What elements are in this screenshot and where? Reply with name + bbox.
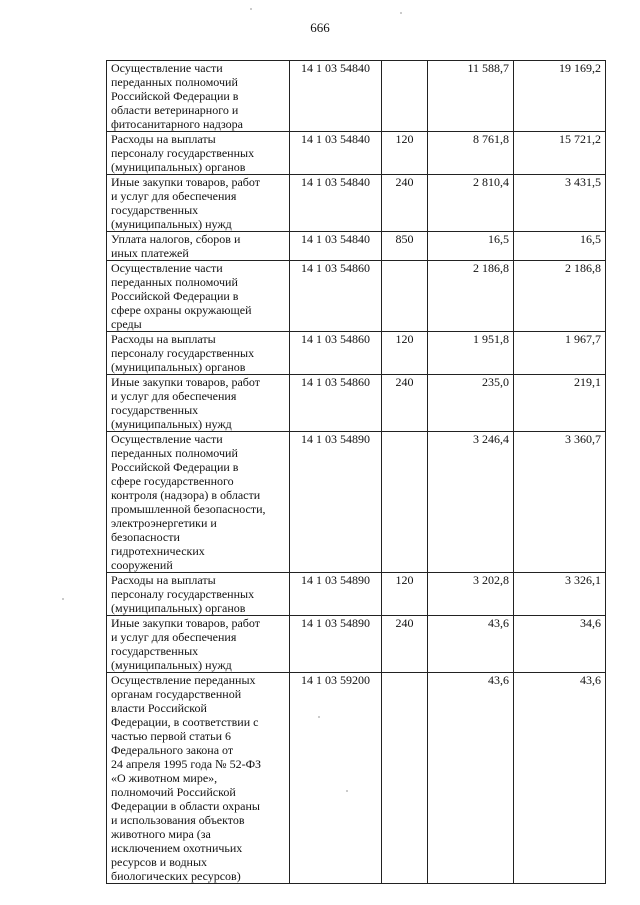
row-code-cell: 14 1 03 54860 bbox=[290, 375, 382, 432]
row-code-cell: 14 1 03 54840 bbox=[290, 175, 382, 232]
row-amount1-cell: 43,6 bbox=[428, 673, 514, 884]
row-amount2-cell: 16,5 bbox=[514, 232, 606, 261]
row-amount2-cell: 219,1 bbox=[514, 375, 606, 432]
row-amount1-cell: 3 202,8 bbox=[428, 573, 514, 616]
row-type-cell bbox=[382, 261, 428, 332]
row-name-cell: Осуществление части переданных полномочий Российской Федерации в области ветеринарного и фитосанитарного надзора bbox=[107, 61, 290, 132]
table-row bbox=[107, 332, 606, 375]
row-type-cell: 240 bbox=[382, 616, 428, 673]
row-type-cell: 120 bbox=[382, 132, 428, 175]
row-name-cell: Уплата налогов, сборов и иных платежей bbox=[107, 232, 290, 261]
row-type-cell bbox=[382, 432, 428, 573]
row-type-cell: 120 bbox=[382, 573, 428, 616]
row-amount2-cell: 34,6 bbox=[514, 616, 606, 673]
row-type-cell: 120 bbox=[382, 332, 428, 375]
table-row bbox=[107, 616, 606, 673]
row-amount1-cell: 8 761,8 bbox=[428, 132, 514, 175]
row-name-cell: Расходы на выплаты персоналу государственных (муниципальных) органов bbox=[107, 573, 290, 616]
row-amount2-cell: 1 967,7 bbox=[514, 332, 606, 375]
row-amount1-cell: 11 588,7 bbox=[428, 61, 514, 132]
row-name-cell: Иные закупки товаров, работ и услуг для обеспечения государственных (муниципальных) нужд bbox=[107, 375, 290, 432]
row-code-cell: 14 1 03 54860 bbox=[290, 332, 382, 375]
row-name-cell: Расходы на выплаты персоналу государственных (муниципальных) органов bbox=[107, 132, 290, 175]
scan-speck bbox=[400, 12, 402, 14]
row-type-cell bbox=[382, 673, 428, 884]
table-row bbox=[107, 175, 606, 232]
table-row bbox=[107, 261, 606, 332]
row-amount2-cell: 3 431,5 bbox=[514, 175, 606, 232]
row-amount1-cell: 43,6 bbox=[428, 616, 514, 673]
table-row bbox=[107, 673, 606, 884]
table-row bbox=[107, 132, 606, 175]
row-code-cell: 14 1 03 54890 bbox=[290, 616, 382, 673]
row-amount1-cell: 3 246,4 bbox=[428, 432, 514, 573]
table-row bbox=[107, 232, 606, 261]
row-name-cell: Осуществление части переданных полномочий Российской Федерации в сфере охраны окружающей среды bbox=[107, 261, 290, 332]
scan-speck bbox=[250, 8, 252, 10]
row-code-cell: 14 1 03 54840 bbox=[290, 232, 382, 261]
row-type-cell: 240 bbox=[382, 375, 428, 432]
row-amount1-cell: 16,5 bbox=[428, 232, 514, 261]
budget-table bbox=[106, 60, 606, 884]
row-code-cell: 14 1 03 54890 bbox=[290, 573, 382, 616]
row-type-cell: 240 bbox=[382, 175, 428, 232]
table-row bbox=[107, 61, 606, 132]
scan-speck bbox=[346, 790, 348, 792]
page-number: 666 bbox=[310, 20, 330, 35]
row-code-cell: 14 1 03 59200 bbox=[290, 673, 382, 884]
row-name-cell: Иные закупки товаров, работ и услуг для обеспечения государственных (муниципальных) нужд bbox=[107, 616, 290, 673]
scan-speck bbox=[62, 598, 64, 600]
row-code-cell: 14 1 03 54840 bbox=[290, 61, 382, 132]
row-amount2-cell: 3 326,1 bbox=[514, 573, 606, 616]
row-amount1-cell: 2 186,8 bbox=[428, 261, 514, 332]
scan-speck bbox=[318, 716, 320, 718]
row-code-cell: 14 1 03 54890 bbox=[290, 432, 382, 573]
row-amount1-cell: 235,0 bbox=[428, 375, 514, 432]
row-amount1-cell: 2 810,4 bbox=[428, 175, 514, 232]
row-amount2-cell: 43,6 bbox=[514, 673, 606, 884]
row-amount2-cell: 2 186,8 bbox=[514, 261, 606, 332]
table-row bbox=[107, 375, 606, 432]
row-name-cell: Иные закупки товаров, работ и услуг для обеспечения государственных (муниципальных) нужд bbox=[107, 175, 290, 232]
row-code-cell: 14 1 03 54860 bbox=[290, 261, 382, 332]
row-amount1-cell: 1 951,8 bbox=[428, 332, 514, 375]
row-name-cell: Расходы на выплаты персоналу государственных (муниципальных) органов bbox=[107, 332, 290, 375]
row-amount2-cell: 15 721,2 bbox=[514, 132, 606, 175]
table-row bbox=[107, 432, 606, 573]
row-name-cell: Осуществление переданных органам государственной власти Российской Федерации, в соответствии с частью первой статьи 6 Федерального закона от 24 апреля 1995 года № 52-ФЗ «О животном мире», полномочий Российской Федерации в области охраны и использования объектов животного мира (за исключением охотничьих ресурсов и водных биологических ресурсов) bbox=[107, 673, 290, 884]
row-code-cell: 14 1 03 54840 bbox=[290, 132, 382, 175]
table-row bbox=[107, 573, 606, 616]
row-name-cell: Осуществление части переданных полномочий Российской Федерации в сфере государственного контроля (надзора) в области промышленной безопасности, электроэнергетики и безопасности гидротехнических сооружений bbox=[107, 432, 290, 573]
row-type-cell bbox=[382, 61, 428, 132]
row-type-cell: 850 bbox=[382, 232, 428, 261]
row-amount2-cell: 3 360,7 bbox=[514, 432, 606, 573]
row-amount2-cell: 19 169,2 bbox=[514, 61, 606, 132]
